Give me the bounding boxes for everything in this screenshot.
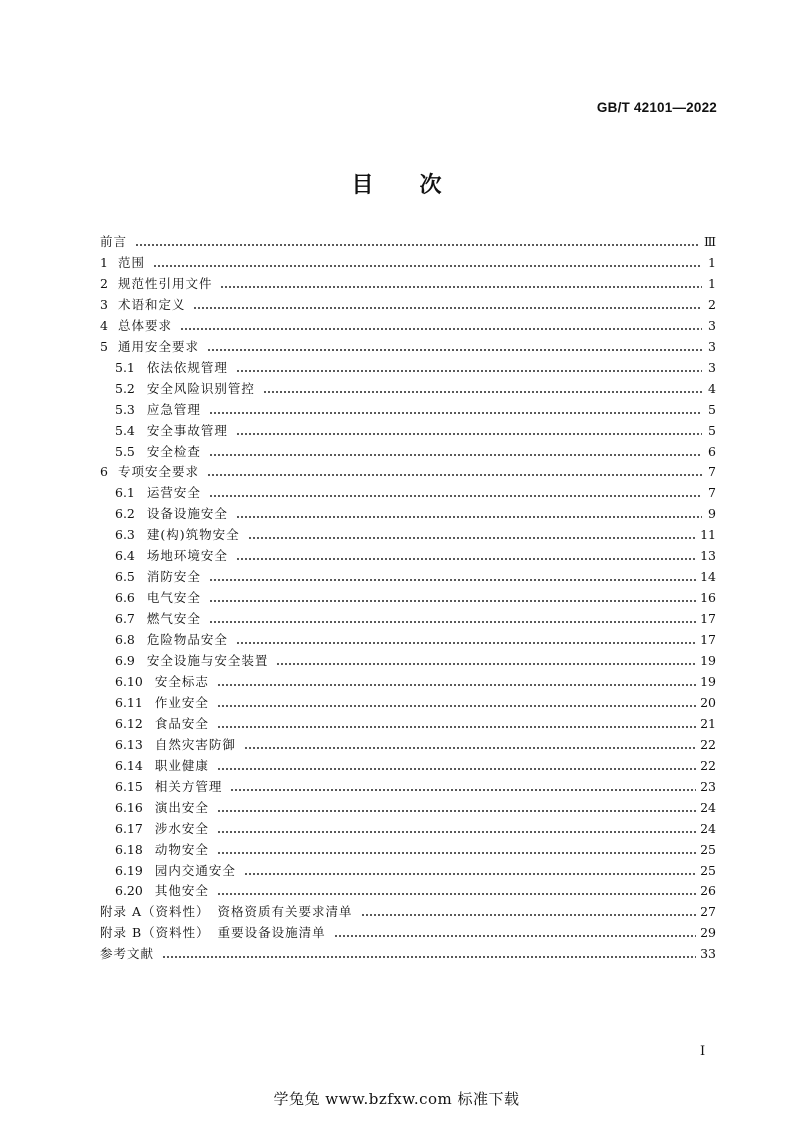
toc-entry-number: 6.9 bbox=[115, 653, 135, 668]
toc-entry-label: 相关方管理 bbox=[154, 778, 223, 794]
toc-entry[interactable] bbox=[115, 483, 716, 503]
toc-entry-number: 附录 B（资料性） bbox=[100, 925, 210, 941]
toc-entry-number: 6.20 bbox=[115, 883, 143, 899]
toc-dot-leader bbox=[209, 567, 696, 587]
toc-entry-label: 总体要求 bbox=[117, 317, 172, 333]
toc-entry-number: 6.12 bbox=[115, 715, 143, 731]
toc-entry-page: 3 bbox=[708, 317, 716, 333]
toc-entry-label: 资格资质有关要求清单 bbox=[217, 904, 353, 920]
toc-entry[interactable] bbox=[115, 504, 716, 524]
toc-entry-label: 设备设施安全 bbox=[146, 506, 228, 522]
toc-entry-label: 范围 bbox=[117, 254, 145, 270]
toc-entry-label: 动物安全 bbox=[154, 841, 209, 857]
toc-entry-number: 5.4 bbox=[115, 422, 135, 438]
toc-entry-number: 5.3 bbox=[115, 401, 135, 417]
toc-entry-page: 7 bbox=[708, 485, 716, 501]
toc-entry-number: 6.3 bbox=[115, 527, 135, 543]
toc-entry-number: 6 bbox=[100, 464, 108, 480]
toc-entry[interactable] bbox=[115, 777, 716, 797]
toc-entry-label: 作业安全 bbox=[154, 694, 209, 710]
toc-dot-leader bbox=[236, 504, 702, 524]
toc-dot-leader bbox=[361, 902, 697, 922]
toc-entry[interactable] bbox=[115, 840, 716, 860]
toc-entry-label: 运营安全 bbox=[146, 485, 201, 501]
toc-entry-page: 2 bbox=[708, 296, 716, 312]
toc-dot-leader bbox=[162, 944, 696, 964]
toc-entry-page: 19 bbox=[700, 653, 716, 668]
toc-entry-label: 场地环境安全 bbox=[146, 548, 228, 564]
toc-entry-label: 安全设施与安全装置 bbox=[146, 653, 269, 668]
toc-entry-page: 1 bbox=[708, 254, 716, 270]
toc-dot-leader bbox=[180, 316, 702, 336]
toc-dot-leader bbox=[244, 735, 696, 755]
toc-entry-page: 9 bbox=[708, 506, 716, 522]
toc-entry[interactable] bbox=[100, 944, 716, 964]
toc-entry-page: 1 bbox=[708, 275, 716, 291]
toc-dot-leader bbox=[236, 630, 696, 650]
toc-entry[interactable] bbox=[115, 588, 716, 608]
toc-dot-leader bbox=[244, 861, 696, 881]
toc-entry-label: 其他安全 bbox=[154, 883, 209, 899]
toc-entry-number: 6.6 bbox=[115, 590, 135, 606]
toc-entry-number: 6.14 bbox=[115, 757, 143, 773]
standard-code: GB/T 42101—2022 bbox=[596, 100, 717, 115]
toc-entry[interactable] bbox=[115, 819, 716, 839]
toc-entry-label: 专项安全要求 bbox=[117, 464, 199, 480]
toc-dot-leader bbox=[209, 400, 702, 420]
toc-entry[interactable] bbox=[100, 902, 716, 922]
toc-entry[interactable] bbox=[100, 253, 716, 273]
toc-entry-page: 24 bbox=[700, 820, 716, 836]
toc-dot-leader bbox=[153, 253, 702, 273]
toc-entry-label: 安全风险识别管控 bbox=[146, 380, 255, 396]
toc-entry-page: 7 bbox=[708, 464, 716, 480]
toc-entry-label: 安全检查 bbox=[146, 443, 201, 459]
toc-entry-number: 5.5 bbox=[115, 443, 135, 459]
toc-entry[interactable] bbox=[100, 337, 716, 357]
toc-entry-number: 6.16 bbox=[115, 799, 143, 815]
toc-entry-number: 6.4 bbox=[115, 548, 135, 564]
toc-entry-label: 食品安全 bbox=[154, 715, 209, 731]
toc-dot-leader bbox=[276, 651, 696, 671]
toc-entry-page: 16 bbox=[700, 590, 716, 606]
page-number: I bbox=[700, 1044, 706, 1059]
toc-entry-page: 3 bbox=[708, 359, 716, 375]
toc-entry[interactable] bbox=[115, 798, 716, 818]
toc-entry-page: 22 bbox=[700, 736, 716, 752]
toc-entry-page: 11 bbox=[700, 527, 716, 543]
toc-entry[interactable] bbox=[115, 567, 716, 587]
toc-entry-number: 6.11 bbox=[115, 694, 143, 710]
toc-entry-label: 前言 bbox=[100, 234, 128, 249]
toc-entry-page: 20 bbox=[700, 694, 716, 710]
toc-entry[interactable] bbox=[115, 525, 716, 545]
toc-entry-page: 17 bbox=[700, 611, 716, 627]
toc-entry[interactable] bbox=[115, 651, 716, 671]
toc-entry[interactable] bbox=[115, 881, 716, 901]
toc-entry[interactable] bbox=[115, 714, 716, 734]
toc-dot-leader bbox=[230, 777, 696, 797]
toc-entry[interactable] bbox=[115, 735, 716, 755]
toc-entry-page: 29 bbox=[700, 925, 716, 941]
toc-entry-number: 5.2 bbox=[115, 380, 135, 396]
toc-entry-page: 19 bbox=[700, 673, 716, 689]
toc-entry-label: 建(构)筑物安全 bbox=[146, 527, 240, 543]
toc-entry[interactable] bbox=[115, 609, 716, 629]
toc-entry-label: 燃气安全 bbox=[146, 611, 201, 627]
toc-entry-label: 应急管理 bbox=[146, 401, 201, 417]
toc-entry-number: 2 bbox=[100, 275, 108, 291]
toc-entry[interactable] bbox=[100, 462, 716, 482]
toc-entry-number: 附录 A（资料性） bbox=[100, 904, 210, 920]
toc-entry-number: 6.15 bbox=[115, 778, 143, 794]
toc-entry-number: 6.17 bbox=[115, 820, 143, 836]
toc-dot-leader bbox=[217, 693, 696, 713]
toc-entry-number: 6.13 bbox=[115, 736, 143, 752]
toc-entry-page: 14 bbox=[700, 569, 716, 585]
toc-entry-page: 4 bbox=[708, 380, 716, 396]
toc-entry-number: 6.5 bbox=[115, 569, 135, 585]
toc-entry-number: 6.1 bbox=[115, 485, 135, 501]
toc-entry-label: 危险物品安全 bbox=[146, 632, 228, 648]
toc-entry-label: 术语和定义 bbox=[117, 296, 186, 312]
toc-entry-page: 24 bbox=[700, 799, 716, 815]
toc-entry[interactable] bbox=[115, 630, 716, 650]
toc-entry[interactable] bbox=[100, 923, 716, 943]
toc-dot-leader bbox=[135, 232, 700, 252]
toc-entry-label: 安全事故管理 bbox=[146, 422, 228, 438]
toc-dot-leader bbox=[207, 337, 702, 357]
toc-entry[interactable] bbox=[100, 316, 716, 336]
toc-dot-leader bbox=[236, 546, 696, 566]
toc-dot-leader bbox=[209, 609, 696, 629]
toc-entry[interactable] bbox=[115, 400, 716, 420]
toc-entry-number: 6.18 bbox=[115, 841, 143, 857]
toc-dot-leader bbox=[217, 819, 696, 839]
toc-entry-page: 26 bbox=[700, 883, 716, 899]
toc-entry-page: 33 bbox=[700, 946, 716, 962]
toc-entry-label: 园内交通安全 bbox=[154, 862, 236, 878]
toc-entry-page: 23 bbox=[700, 778, 716, 794]
toc-entry-label: 依法依规管理 bbox=[146, 359, 228, 375]
toc-entry-number: 6.8 bbox=[115, 632, 135, 648]
toc-entry-page: Ⅲ bbox=[703, 234, 716, 249]
toc-entry-page: 3 bbox=[708, 338, 716, 354]
footer-watermark: 学兔兔 www.bzfxw.com 标准下载 bbox=[273, 1090, 520, 1108]
toc-entry-label: 安全标志 bbox=[154, 673, 209, 689]
title-char-1: 目 bbox=[351, 173, 374, 198]
toc-entry[interactable] bbox=[115, 358, 716, 378]
toc-entry-number: 6.10 bbox=[115, 673, 143, 689]
toc-entry[interactable] bbox=[115, 861, 716, 881]
toc-dot-leader bbox=[236, 358, 702, 378]
toc-entry-page: 27 bbox=[700, 904, 716, 920]
toc-dot-leader bbox=[207, 462, 702, 482]
toc-dot-leader bbox=[334, 923, 696, 943]
toc-entry-page: 17 bbox=[700, 632, 716, 648]
toc-entry-page: 25 bbox=[700, 862, 716, 878]
toc-entry-label: 重要设备设施清单 bbox=[217, 925, 326, 941]
toc-entry-label: 通用安全要求 bbox=[117, 338, 199, 354]
toc-entry-label: 涉水安全 bbox=[154, 820, 209, 836]
toc-entry-label: 规范性引用文件 bbox=[117, 275, 213, 291]
page-title bbox=[0, 168, 793, 199]
toc-entry-number: 6.2 bbox=[115, 506, 135, 522]
toc-entry-page: 22 bbox=[700, 757, 716, 773]
toc-entry-number: 6.19 bbox=[115, 862, 143, 878]
toc-entry-page: 21 bbox=[700, 715, 716, 731]
toc-entry[interactable] bbox=[115, 693, 716, 713]
toc-entry-label: 自然灾害防御 bbox=[154, 736, 236, 752]
toc-entry-number: 1 bbox=[100, 254, 108, 270]
toc-entry-label: 演出安全 bbox=[154, 799, 209, 815]
toc-dot-leader bbox=[236, 421, 702, 441]
toc-entry-page: 25 bbox=[700, 841, 716, 857]
toc-entry-label: 消防安全 bbox=[146, 569, 201, 585]
toc-entry[interactable] bbox=[115, 672, 716, 692]
toc-entry[interactable] bbox=[100, 274, 716, 294]
toc-entry-page: 5 bbox=[708, 401, 716, 417]
title-char-2: 次 bbox=[419, 173, 442, 198]
toc-entry[interactable] bbox=[115, 379, 716, 399]
toc-dot-leader bbox=[248, 525, 696, 545]
toc-dot-leader bbox=[217, 756, 696, 776]
toc-entry-label: 职业健康 bbox=[154, 757, 209, 773]
toc-entry-label: 参考文献 bbox=[100, 946, 155, 962]
toc-entry-number: 3 bbox=[100, 296, 108, 312]
toc-entry-number: 4 bbox=[100, 317, 108, 333]
toc-dot-leader bbox=[193, 295, 702, 315]
toc-entry[interactable] bbox=[115, 442, 716, 462]
toc-dot-leader bbox=[217, 840, 696, 860]
toc-entry[interactable] bbox=[115, 421, 716, 441]
toc-entry[interactable] bbox=[115, 546, 716, 566]
toc-entry-page: 6 bbox=[708, 443, 716, 459]
toc-entry-number: 6.7 bbox=[115, 611, 135, 627]
toc-entry-page: 13 bbox=[700, 548, 716, 564]
toc-dot-leader bbox=[209, 442, 702, 462]
toc-entry-page: 5 bbox=[708, 422, 716, 438]
toc-dot-leader bbox=[217, 672, 696, 692]
toc-entry-number: 5 bbox=[100, 338, 108, 354]
toc-dot-leader bbox=[263, 379, 702, 399]
toc-entry-number: 5.1 bbox=[115, 359, 135, 375]
toc-entry[interactable] bbox=[100, 295, 716, 315]
toc-dot-leader bbox=[217, 798, 696, 818]
toc-dot-leader bbox=[209, 483, 702, 503]
toc-dot-leader bbox=[217, 714, 696, 734]
toc-dot-leader bbox=[209, 588, 696, 608]
toc-entry-label: 电气安全 bbox=[146, 590, 201, 606]
toc-entry[interactable] bbox=[100, 232, 716, 252]
toc-dot-leader bbox=[217, 881, 696, 901]
toc-dot-leader bbox=[220, 274, 702, 294]
toc-entry[interactable] bbox=[115, 756, 716, 776]
